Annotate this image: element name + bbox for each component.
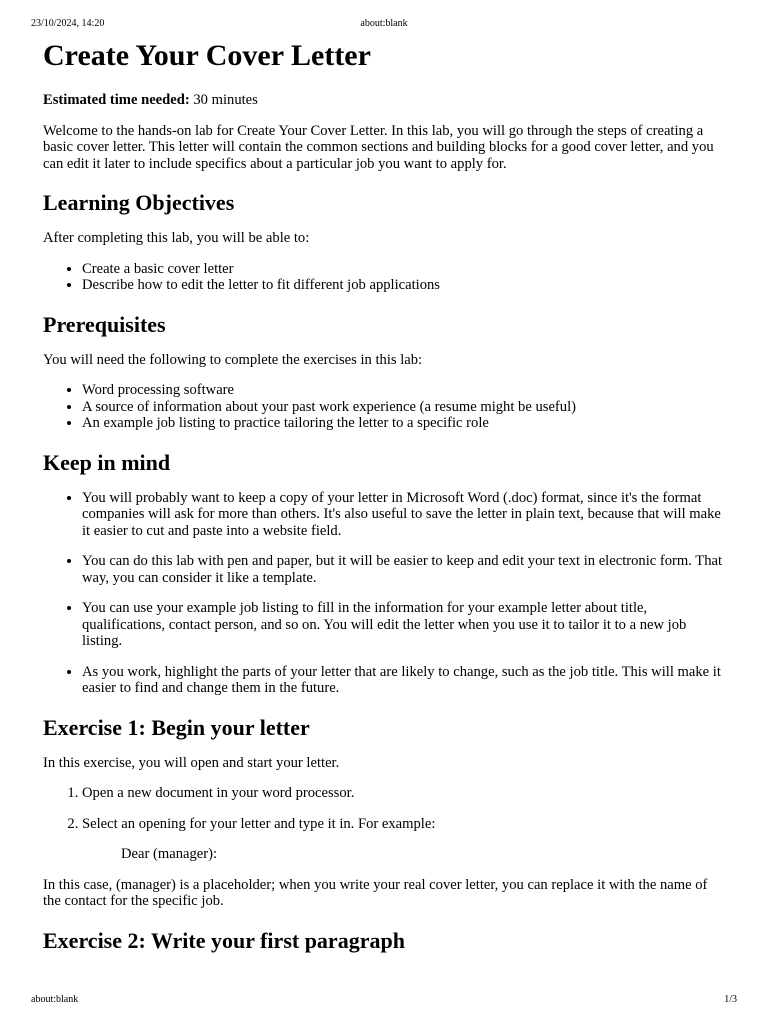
exercise1-steps	[43, 785, 726, 832]
list-item: 2. Select an opening for your letter and type it in. For example:	[82, 816, 726, 833]
prerequisites-list	[43, 382, 726, 432]
exercise1-heading: Exercise 1: Begin your letter	[43, 714, 310, 740]
exercise1-lead: In this exercise, you will open and start your letter.	[43, 754, 340, 771]
list-item: • You can do this lab with pen and paper, but it will be easier to keep and edit your text in electronic form. That way, you can consider it like a template.	[82, 553, 726, 586]
list-item: • A source of information about your past work experience (a resume might be useful)	[82, 399, 726, 416]
print-datetime: 23/10/2024, 14:20	[31, 18, 105, 29]
list-item: • You can use your example job listing to fill in the information for your example letter about title, qualifications, contact person, and so on. You will edit the letter when you use it to tailor it to a new job listing.	[82, 600, 726, 650]
document-body	[43, 38, 726, 968]
print-footer	[0, 994, 768, 1008]
keep-in-mind-list	[43, 490, 726, 697]
learning-objectives-lead: After completing this lab, you will be able to:	[43, 230, 310, 246]
learning-objectives-heading: Learning Objectives	[43, 190, 235, 215]
print-header-url: about:blank	[360, 18, 408, 29]
print-footer-url: about:blank	[31, 994, 79, 1005]
keep-in-mind-heading: Keep in mind	[43, 449, 171, 475]
exercise1-note: In this case, (manager) is a placeholder; when you write your real cover letter, you can replace it with the name of the contact for the specific job.	[43, 876, 708, 909]
exercise1-example: Dear (manager):	[121, 846, 218, 862]
page-number: 1/3	[724, 994, 737, 1005]
intro-paragraph: Welcome to the hands-on lab for Create Your Cover Letter. In this lab, you will go through the steps of creating a basic cover letter. This letter will contain the common sections and building blocks for a good cover letter, and you can edit it later to include specifics about a particular job you want to apply for.	[43, 122, 714, 172]
list-item: • You will probably want to keep a copy of your letter in Microsoft Word (.doc) format, since it's the format companies will ask for more than others. It's also useful to save the letter in plain text, because that will make it easier to cut and paste into a website field.	[82, 490, 726, 540]
page-title: Create Your Cover Letter	[43, 39, 371, 72]
list-item: • Create a basic cover letter	[82, 261, 726, 278]
list-item: • Describe how to edit the letter to fit different job applications	[82, 277, 726, 294]
learning-objectives-list	[43, 261, 726, 294]
prerequisites-heading: Prerequisites	[43, 311, 166, 337]
list-item: 1. Open a new document in your word processor.	[82, 785, 726, 802]
list-item: • Word processing software	[82, 382, 726, 399]
estimated-time	[43, 92, 726, 109]
estimated-time-label: Estimated time needed:	[43, 92, 190, 108]
print-header	[0, 18, 768, 32]
exercise2-heading: Exercise 2: Write your first paragraph	[43, 927, 405, 953]
list-item: • As you work, highlight the parts of your letter that are likely to change, such as the job title. This will make it easier to find and change them in the future.	[82, 664, 726, 697]
list-item: • An example job listing to practice tailoring the letter to a specific role	[82, 415, 726, 432]
prerequisites-lead: You will need the following to complete the exercises in this lab:	[43, 351, 423, 368]
estimated-time-value: 30 minutes	[189, 92, 258, 108]
